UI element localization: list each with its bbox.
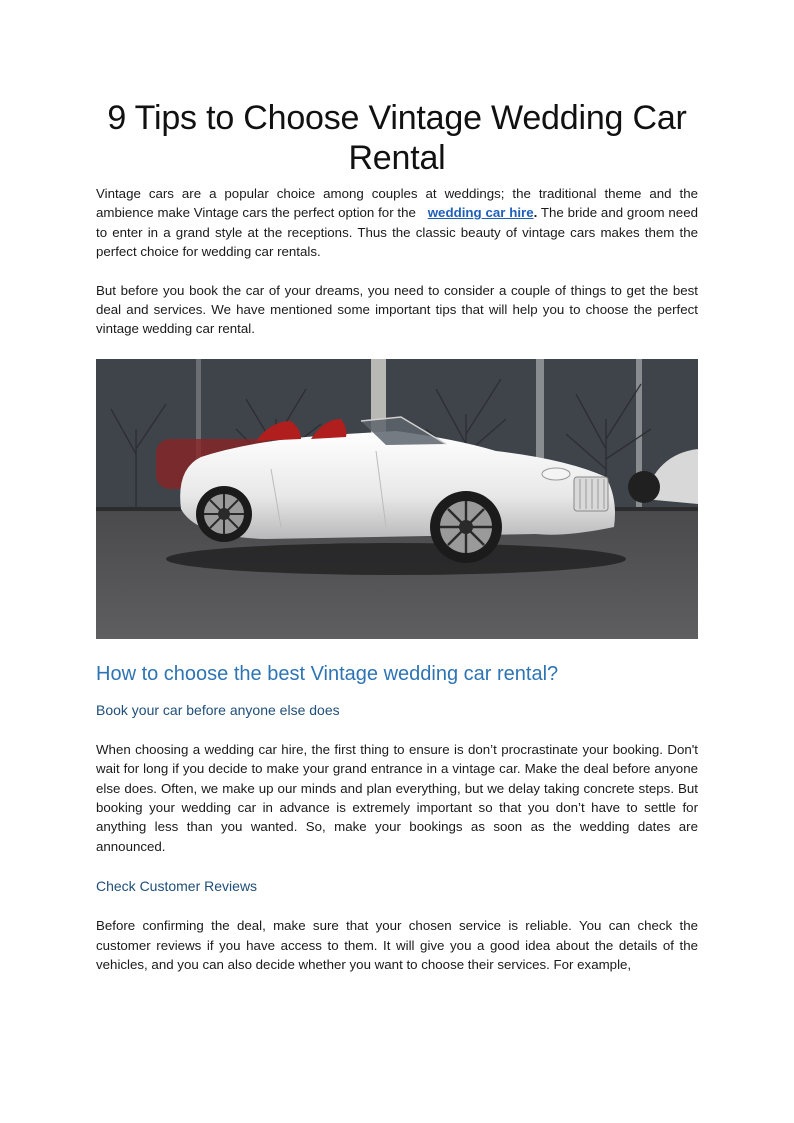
tip-1-body: When choosing a wedding car hire, the first thing to ensure is don’t procrastinate your booking. Don't wait for long if you decide to make your grand entrance in a vintage car. Make the deal before anyone else does. Often, we make up our minds and plan everything, but we delay taking concrete steps. But booking your wedding car in advance is extremely important so that you don’t have to settle for anything less than you wanted. So, make your bookings as soon as the wedding dates are announced. [96,741,698,854]
document-page [96,98,698,975]
tip-2-body: Before confirming the deal, make sure that your chosen service is reliable. You can check the customer reviews if you have access to them. It will give you a good idea about the details of the vehicles, and you can also decide whether you want to choose their services. For example, [96,918,698,973]
section-heading: How to choose the best Vintage wedding car rental? [96,662,559,685]
tip-2-heading: Check Customer Reviews [96,878,258,895]
page-title: 9 Tips to Choose Vintage Wedding Car Rental [107,99,687,177]
intro-text-after-link: The bride and groom need to enter in a grand style at the receptions. Thus the classic beauty of vintage cars makes them the perfect choice for wedding car rentals. [96,205,698,260]
intro-paragraph [96,184,698,262]
intro-link-punctuation: . [533,205,538,221]
white-convertible-car-photo [96,359,698,639]
intro-text-before-link: Vintage cars are a popular choice among couples at weddings; the traditional theme and the ambience make Vintage cars the perfect option for the [96,186,698,221]
paragraph-tips-intro: But before you book the car of your dreams, you need to consider a couple of things to get the best deal and services. We have mentioned some important tips that will help you to choose the perfect vintage wedding car rental. [96,282,698,337]
tip-1-heading: Book your car before anyone else does [96,701,340,718]
wedding-car-hire-link[interactable]: wedding car hire [427,205,534,221]
